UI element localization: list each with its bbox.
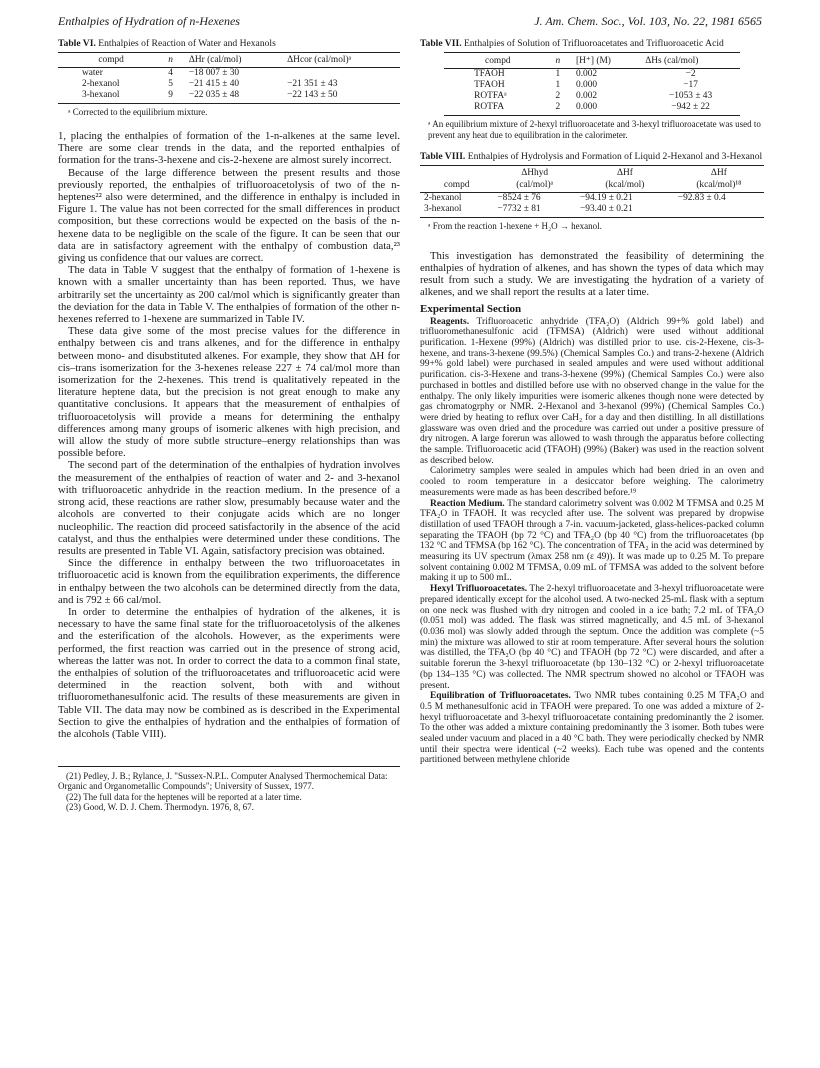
- table-cell: −18 007 ± 30: [188, 68, 240, 79]
- table-cell: 0.000: [576, 80, 598, 91]
- table-header-cell: (cal/mol)ᵃ: [493, 178, 576, 193]
- right-column: [420, 38, 764, 766]
- table-row: [444, 102, 740, 116]
- experimental-paragraph: Hexyl Trifluoroacetates. The 2-hexyl trifluoroacetate and 3-hexyl trifluoroacetate were prepared identically except for the alcohol used. A two-necked 25-mL flask with a septum on one neck was flushed with dry nitrogen and cooled in a ice bath; 7.2 mL of TFA₂O (0.051 mol) was added. The flask was stirred magnetically, and 4.5 mL of 3-hexanol (0.036 mol) was slowly added through the septum. Once the addition was complete (~5 min) the mixture was allowed to stir at room temperature. After several hours the solution was distilled, the TFA₂O (bp 40 °C) and TFAOH (bp 72 °C) were discarded, and after a suitable forerun the 3-hexyl trifluoroacetate (bp 130–132 °C) or 2-hexyl trifluoroacetate (bp 134–135 °C) was collected. The NMR spectrum showed no alcohol or TFAOH was present.: [420, 584, 764, 691]
- body-paragraph: These data give some of the most precise values for the difference in enthalpy between cis and trans alkenes, and for the difference in enthalpy between mono- and disubstituted alkenes. For example, they show that ΔH for cis–trans isomerization for the 3-hexenes release 227 ± 74 cal/mol more than isomerization for the 2-hexenes. This trend is qualitatively repeated in the literature heptene data, but the precision is not great enough to make any quantitative conclusions. It appears that the measurement of enthalpies of trifluoroacetolysis will provide a means for determining the enthalpy differences among many groups of isomeric alkenes with high precision, and will allow the study of more subtle structure–energy relationships than was possible before.: [58, 325, 400, 460]
- table-cell: −92.83 ± 0.4: [677, 193, 726, 203]
- table-row: [58, 90, 400, 104]
- table-cell: 0.000: [572, 102, 641, 116]
- table-header-cell: n: [552, 53, 572, 69]
- footnote: (23) Good, W. D. J. Chem. Thermodyn. 1976, 8, 67.: [66, 801, 254, 812]
- table-cell: 4: [168, 68, 173, 79]
- body-paragraph: Because of the large difference between the present results and those previously reported, the enthalpies of trifluoroacetolysis of two of the n-heptenes²² also were determined, and the difference in enthalpy is included in Figure 1. The value has not been corrected for the small differences in product composition, but these corrections would be expected on the basis of the n-hexene data to be negligible on the scale of the figure. It can be seen that our data are in satisfactory agreement with the enthalpy of combustion data,²³ giving us confidence that our values are correct.: [58, 166, 400, 265]
- table-row: [444, 80, 740, 91]
- body-paragraph: 1, placing the enthalpies of formation of the 1-n-alkenes at the same level. There are some clear trends in the data, and the reported enthalpies of formation for the trans-3-hexene and cis-2-hexene are almost surely incorrect.: [58, 130, 400, 167]
- table-header-cell: ΔHcor (cal/mol)ᵃ: [283, 53, 400, 68]
- table-header-cell: [420, 166, 493, 179]
- table-header-cell: (kcal/mol): [576, 178, 674, 193]
- table-cell: 3-hexanol: [420, 204, 493, 218]
- table6: [58, 52, 400, 104]
- table-cell: 1: [555, 69, 561, 80]
- table-cell: −942 ± 22: [641, 102, 740, 116]
- table-cell: [283, 68, 400, 80]
- table-cell: 2-hexanol: [82, 79, 120, 90]
- table6-footnote: ᵃ Corrected to the equilibrium mixture.: [68, 107, 208, 118]
- table-cell: 0.002: [576, 91, 598, 102]
- table-cell: 2-hexanol: [424, 193, 462, 203]
- footnote: (22) The full data for the heptenes will be reported at a later time.: [66, 791, 302, 802]
- table-row: [444, 69, 740, 81]
- table7-footnote: ᵃ An equilibrium mixture of 2-hexyl trifluoroacetate and 3-hexyl trifluoroacetate was used to prevent any heat due to equilibration in the calorimeter.: [428, 119, 761, 140]
- table-cell: −17: [683, 80, 698, 91]
- table-header-cell: [H⁺] (M): [572, 53, 641, 69]
- table-row: [444, 91, 740, 102]
- table-cell: −22 143 ± 50: [283, 90, 400, 104]
- body-paragraph: In order to determine the enthalpies of hydration of the alkenes, it is necessary to have the same final state for the trifluoroacetolysis of the alkenes and the esterification of the alcohols. However, as the experiments were performed, the first reaction was carried out in the presence of strong acid, whereas the latter was not. In order to correct the data to a common final state, the enthalpies of solution of the trifluoroacetates and trifluoroacetic acid were determined in the reaction solvent, both with and without trifluoromethanesulfonic acid. The results of these measurements are given in Table VII. The data may now be combined as is described in the Experimental Section to give the enthalpies of hydration and the enthalpies of formation of the alcohols (Table VIII).: [58, 605, 400, 740]
- table-cell: −22 035 ± 48: [185, 90, 283, 104]
- table-header-cell: (kcal/mol)¹⁸: [674, 178, 764, 193]
- experimental-paragraph: Equilibration of Trifluoroacetates. Two NMR tubes containing 0.25 M TFA₂O and 0.5 M methanesulfonic acid in TFAOH were prepared. To one was added a mixture of 2-hexyl trifluoroacetate and 3-hexyl trifluoroacetate containing predominantly the 2 isomer. To the other was added a mixture containing predominantly the 3 isomer. Both tubes were sealed under vacuum and placed in a 40 °C bath. They were periodically checked by NMR until their spectra were identical (~2 weeks). Each tube was opened and the contents partitioned between methylene chloride: [420, 691, 765, 766]
- journal-citation: J. Am. Chem. Soc., Vol. 103, No. 22, 1981 6565: [534, 14, 762, 28]
- table-cell: water: [82, 68, 103, 79]
- footnotes: [58, 766, 400, 812]
- experimental-paragraph: Reaction Medium. The standard calorimetry solvent was 0.002 M TFMSA and 0.25 M TFA₂O in TFAOH. It was recycled after use. The solvent was prepared by dropwise distillation of used TFAOH through a 7-in. vacuum-jacketed, glass-helices-packed column separating the TFAOH (bp 72 °C) and TFA₂O (bp 40 °C) from the trifluoroacetates (bp 132 °C and TFMSA (bp 162 °C). The concentration of TFA₂ in the acid was determined by measuring its UV spectrum (λmax 258 nm (ε 49)). It was made up to 0.25 M. To prepare solvent containing 0.002 M TFMSA, 0.09 mL of TFMSA was added to the solvent before making it up to 500 mL.: [420, 498, 764, 584]
- table8-caption: Table VIII. Enthalpies of Hydrolysis and Formation of Liquid 2-Hexanol and 3-Hexanol: [420, 150, 763, 162]
- table-header-cell: ΔHhyd: [493, 166, 576, 179]
- table-cell: −21 351 ± 43: [287, 79, 338, 90]
- table-cell: 3-hexanol: [58, 90, 164, 104]
- running-header: [58, 14, 762, 32]
- table-cell: −7732 ± 81: [493, 204, 576, 218]
- left-column: [58, 38, 400, 812]
- section-heading: Experimental Section: [420, 302, 522, 315]
- table-header-cell: n: [164, 53, 185, 68]
- table-cell: TFAOH: [474, 69, 505, 80]
- table-header-cell: compd: [420, 178, 493, 193]
- conclusion-paragraph: This investigation has demonstrated the feasibility of determining the enthalpies of hydration of alkenes, and has shown the types of data which may result from such a study. We are investigating the hydration of a variety of alkenes, and we shall report the results at a later time.: [420, 249, 764, 299]
- table7: [444, 52, 740, 116]
- footnote: (21) Pedley, J. B.; Rylance, J. "Sussex-N.P.L. Computer Analysed Thermochemical Data: Organic and Organometallic Compounds"; University of Sussex, 1977.: [58, 771, 388, 792]
- table6-caption: Table VI. Enthalpies of Reaction of Water and Hexanols: [58, 38, 276, 49]
- table-header-cell: compd: [444, 53, 551, 69]
- table-header-row: [420, 166, 764, 179]
- body-paragraph: The second part of the determination of the enthalpies of hydration involves the measurement of the enthalpies of reaction of water and 2- and 3-hexanol with trifluoroacetic anhydride in the reaction medium. In the presence of a strong acid, these reactions are rather slow, presumably because water and the alcohols are converted to their conjugate acids which are no longer nucleophilic. The reaction did proceed satisfactorily in the absence of the acid catalyst, and thus the enthalpies were determined under these conditions. The results are presented in Table VI. Again, satisfactory precision was obtained.: [58, 459, 400, 557]
- experimental-paragraph: Calorimetry samples were sealed in ampules which had been dried in an oven and cooled to room temperature in a desiccator before weighing. The calorimetry measurements were made as has been described before.¹⁹: [420, 466, 764, 498]
- table-cell: TFAOH: [474, 80, 505, 91]
- table-cell: 1: [555, 80, 561, 91]
- table7-caption: Table VII. Enthalpies of Solution of Trifluoroacetates and Trifluoroacetic Acid: [420, 38, 724, 49]
- table-cell: 2: [555, 91, 561, 102]
- table-header-cell: ΔHs (cal/mol): [641, 53, 740, 69]
- table-header-row: [58, 53, 400, 68]
- table-header-cell: ΔHr (cal/mol): [185, 53, 283, 68]
- table-cell: −94.19 ± 0.21: [580, 193, 633, 203]
- table-cell: ROTFA: [444, 102, 551, 116]
- table-cell: −1053 ± 43: [668, 91, 713, 102]
- table-cell: −21 415 ± 40: [188, 79, 240, 90]
- table-cell: ROTFAᵃ: [474, 91, 507, 102]
- table-cell: −2: [685, 69, 696, 80]
- table-row: [58, 79, 400, 90]
- table-row: [420, 193, 764, 205]
- body-paragraph: The data in Table V suggest that the enthalpy of formation of 1-hexene is known with a smaller uncertainty than has been reported. Thus, we have arbitrarily set the uncertainty as 200 cal/mol which is significantly greater than the deviation for the data in Table V. The enthalpies of formation of the other n-hexenes referred to 1-hexene are summarized in Table IV.: [58, 264, 400, 326]
- table-cell: 0.002: [576, 69, 598, 80]
- table8-footnote: ᵃ From the reaction 1-hexene + H₂O → hexanol.: [428, 221, 602, 231]
- table-cell: −93.40 ± 0.21: [576, 204, 674, 218]
- table-header-cell: compd: [58, 53, 164, 68]
- running-title: Enthalpies of Hydration of n-Hexenes: [58, 14, 240, 28]
- table-cell: −8524 ± 76: [497, 193, 541, 203]
- table-cell: [674, 204, 764, 218]
- body-paragraph: Since the difference in enthalpy between the two trifluoroacetates in trifluoroacetic acid is known from the equilibration experiments, the difference in enthalpy between the two alcohols can be determined directly from the data, and is 792 ± 66 cal/mol.: [58, 557, 400, 606]
- table-row: [58, 68, 400, 80]
- table-cell: 2: [552, 102, 572, 116]
- table-cell: 5: [168, 79, 173, 90]
- table-row: [420, 204, 764, 218]
- experimental-paragraph: Reagents. Trifluoroacetic anhydride (TFA₂O) (Aldrich 99+% gold label) and trifluoromethanesulfonic acid (TFMSA) (Aldrich) were used without additional purification. 1-Hexene (99%) (Aldrich) was distilled prior to use. cis-2-Hexene, cis-3-hexene, and trans-3-hexene (99.5%) (Chemical Samples Co.) and trans-2-hexene (Aldrich 99+% gold label) were purchased in sealed ampules and were used without additional purification. cis-3-Hexene and trans-3-hexene (99%) (Chemical Samples Co.) were also purchased in bottles and distilled before use with no observed change in the value for the enthalpy. The only likely impurities were isomeric alkenes though none were detected by gas chromatogrphy or NMR. 2-Hexanol and 3-hexanol (99%) (Chemical Samples Co.) were dried by heating to reflux over CaH₂ for a day and then distilling. In all distillations glassware was oven dried and the procedure was carried out under a positive pressure of dry nitrogen. A large forerun was allowed to wash through the apparatus before collecting the sample. Trifluoroacetic acid (TFAOH) (99%) (Baker) was used in the reaction solvent as described below.: [420, 316, 764, 466]
- table-header-row: [444, 53, 740, 69]
- footnote-rule: [58, 766, 400, 767]
- table-cell: 9: [164, 90, 185, 104]
- table8: [420, 165, 764, 218]
- table-header-cell: ΔHf: [674, 166, 764, 179]
- table-header-cell: ΔHf: [576, 166, 674, 179]
- table-header-row: [420, 178, 764, 193]
